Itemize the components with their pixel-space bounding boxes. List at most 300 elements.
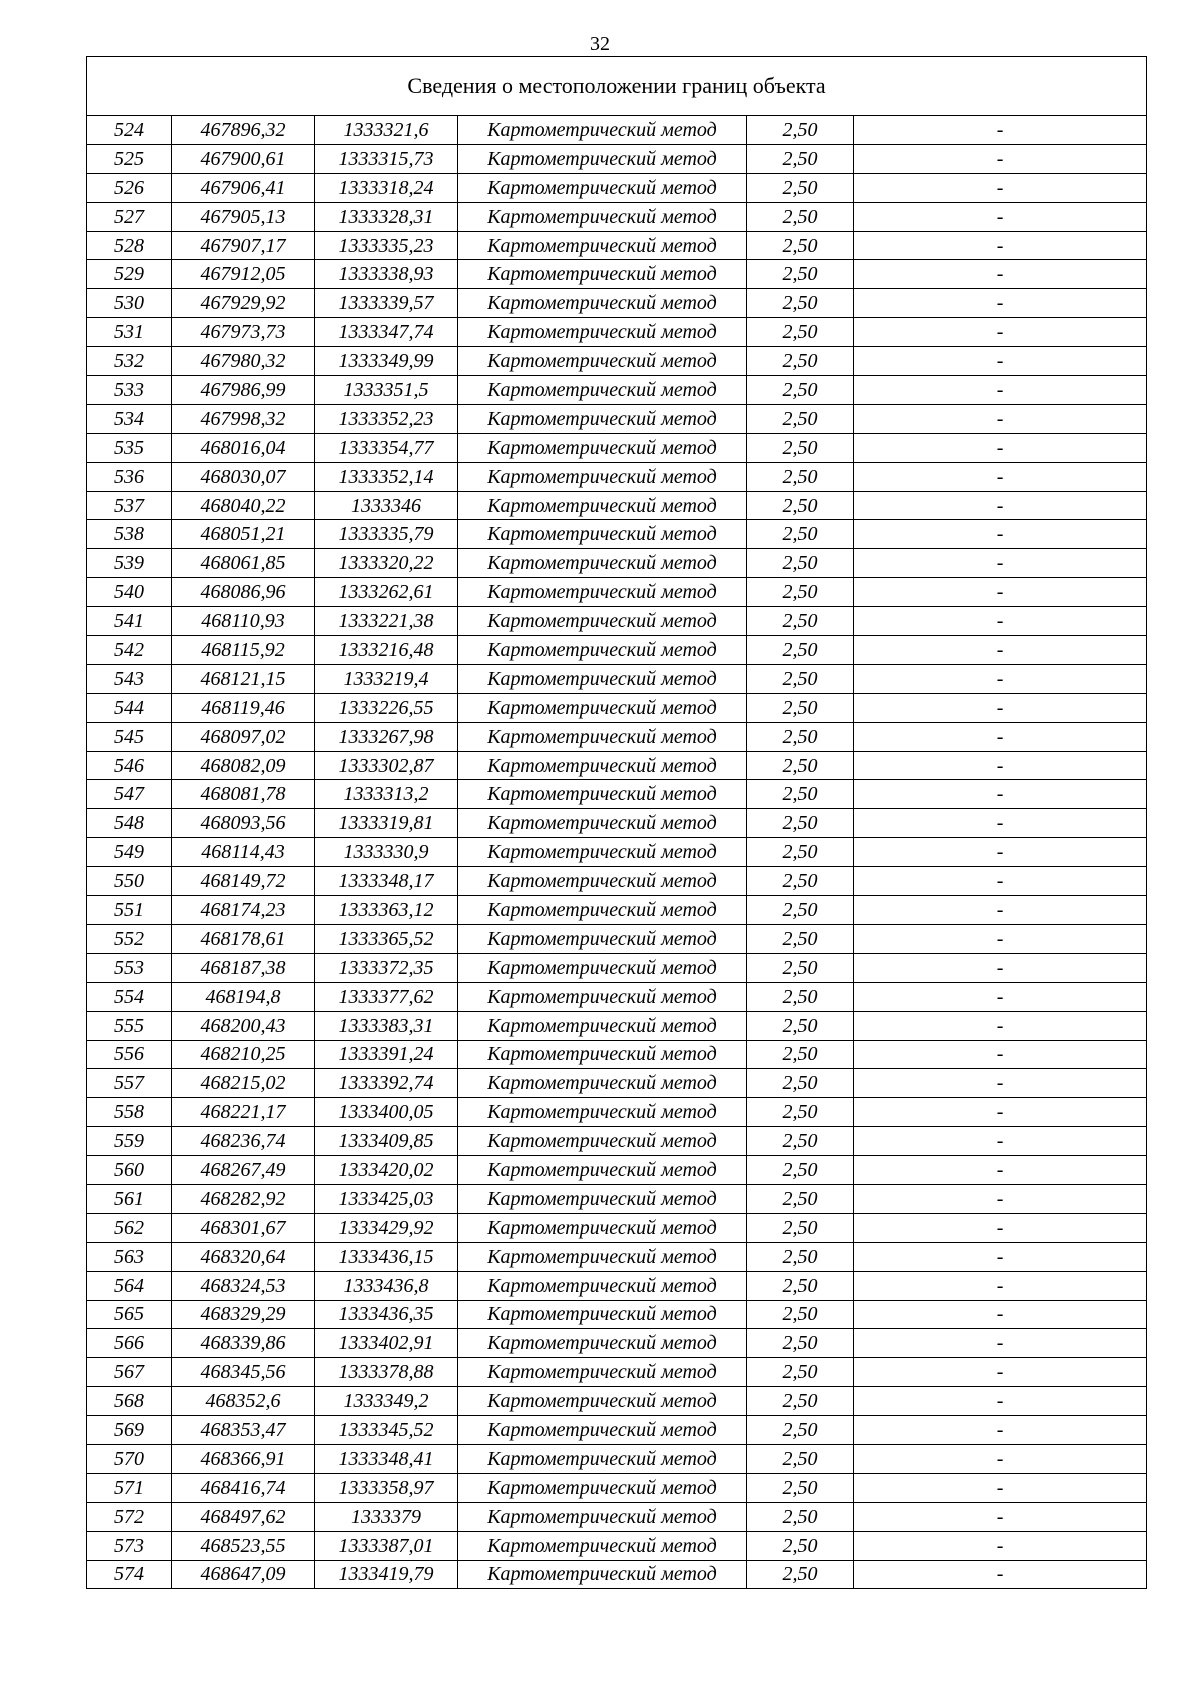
x-coordinate-cell: 468115,92 (172, 636, 315, 665)
description-cell: - (854, 607, 1147, 636)
y-coordinate-cell: 1333436,8 (315, 1271, 458, 1300)
method-cell: Картометрический метод (458, 693, 747, 722)
description-cell: - (854, 896, 1147, 925)
x-coordinate-cell: 467896,32 (172, 116, 315, 145)
table-row (87, 1271, 1147, 1300)
table-row (87, 722, 1147, 751)
accuracy-cell: 2,50 (747, 1300, 854, 1329)
table-row (87, 693, 1147, 722)
table-row (87, 867, 1147, 896)
method-cell: Картометрический метод (458, 549, 747, 578)
y-coordinate-cell: 1333216,48 (315, 636, 458, 665)
table-row (87, 953, 1147, 982)
point-number-cell: 536 (87, 462, 172, 491)
y-coordinate-cell: 1333267,98 (315, 722, 458, 751)
point-number-cell: 552 (87, 924, 172, 953)
y-coordinate-cell: 1333318,24 (315, 173, 458, 202)
method-cell: Картометрический метод (458, 376, 747, 405)
y-coordinate-cell: 1333348,41 (315, 1444, 458, 1473)
description-cell: - (854, 809, 1147, 838)
accuracy-cell: 2,50 (747, 231, 854, 260)
description-cell: - (854, 1127, 1147, 1156)
y-coordinate-cell: 1333379 (315, 1502, 458, 1531)
accuracy-cell: 2,50 (747, 1502, 854, 1531)
point-number-cell: 547 (87, 780, 172, 809)
x-coordinate-cell: 468051,21 (172, 520, 315, 549)
table-row (87, 1300, 1147, 1329)
table-row (87, 1416, 1147, 1445)
accuracy-cell: 2,50 (747, 982, 854, 1011)
table-row (87, 231, 1147, 260)
accuracy-cell: 2,50 (747, 173, 854, 202)
table-row (87, 1011, 1147, 1040)
table-row (87, 1560, 1147, 1589)
y-coordinate-cell: 1333358,97 (315, 1473, 458, 1502)
description-cell: - (854, 953, 1147, 982)
accuracy-cell: 2,50 (747, 693, 854, 722)
method-cell: Картометрический метод (458, 1358, 747, 1387)
y-coordinate-cell: 1333372,35 (315, 953, 458, 982)
method-cell: Картометрический метод (458, 1502, 747, 1531)
accuracy-cell: 2,50 (747, 722, 854, 751)
description-cell: - (854, 376, 1147, 405)
y-coordinate-cell: 1333365,52 (315, 924, 458, 953)
x-coordinate-cell: 467986,99 (172, 376, 315, 405)
table-row (87, 1531, 1147, 1560)
y-coordinate-cell: 1333400,05 (315, 1098, 458, 1127)
description-cell: - (854, 751, 1147, 780)
x-coordinate-cell: 467980,32 (172, 347, 315, 376)
description-cell: - (854, 924, 1147, 953)
point-number-cell: 551 (87, 896, 172, 925)
table-row (87, 1358, 1147, 1387)
accuracy-cell: 2,50 (747, 433, 854, 462)
y-coordinate-cell: 1333219,4 (315, 664, 458, 693)
x-coordinate-cell: 468329,29 (172, 1300, 315, 1329)
x-coordinate-cell: 468114,43 (172, 838, 315, 867)
x-coordinate-cell: 468093,56 (172, 809, 315, 838)
point-number-cell: 539 (87, 549, 172, 578)
method-cell: Картометрический метод (458, 260, 747, 289)
table-row (87, 1502, 1147, 1531)
y-coordinate-cell: 1333349,2 (315, 1387, 458, 1416)
accuracy-cell: 2,50 (747, 1560, 854, 1589)
point-number-cell: 562 (87, 1213, 172, 1242)
table-row (87, 1098, 1147, 1127)
table-row (87, 1040, 1147, 1069)
point-number-cell: 573 (87, 1531, 172, 1560)
method-cell: Картометрический метод (458, 896, 747, 925)
x-coordinate-cell: 468187,38 (172, 953, 315, 982)
x-coordinate-cell: 468366,91 (172, 1444, 315, 1473)
method-cell: Картометрический метод (458, 1213, 747, 1242)
y-coordinate-cell: 1333352,14 (315, 462, 458, 491)
accuracy-cell: 2,50 (747, 896, 854, 925)
description-cell: - (854, 1329, 1147, 1358)
x-coordinate-cell: 468352,6 (172, 1387, 315, 1416)
table-row (87, 1069, 1147, 1098)
accuracy-cell: 2,50 (747, 1156, 854, 1185)
x-coordinate-cell: 468030,07 (172, 462, 315, 491)
y-coordinate-cell: 1333335,79 (315, 520, 458, 549)
accuracy-cell: 2,50 (747, 1098, 854, 1127)
x-coordinate-cell: 468194,8 (172, 982, 315, 1011)
accuracy-cell: 2,50 (747, 347, 854, 376)
x-coordinate-cell: 467998,32 (172, 404, 315, 433)
x-coordinate-cell: 467907,17 (172, 231, 315, 260)
point-number-cell: 558 (87, 1098, 172, 1127)
accuracy-cell: 2,50 (747, 607, 854, 636)
accuracy-cell: 2,50 (747, 144, 854, 173)
table-row (87, 462, 1147, 491)
accuracy-cell: 2,50 (747, 780, 854, 809)
accuracy-cell: 2,50 (747, 751, 854, 780)
y-coordinate-cell: 1333419,79 (315, 1560, 458, 1589)
table-row (87, 260, 1147, 289)
point-number-cell: 525 (87, 144, 172, 173)
accuracy-cell: 2,50 (747, 289, 854, 318)
point-number-cell: 527 (87, 202, 172, 231)
point-number-cell: 569 (87, 1416, 172, 1445)
accuracy-cell: 2,50 (747, 809, 854, 838)
point-number-cell: 559 (87, 1127, 172, 1156)
y-coordinate-cell: 1333377,62 (315, 982, 458, 1011)
description-cell: - (854, 1358, 1147, 1387)
method-cell: Картометрический метод (458, 404, 747, 433)
point-number-cell: 568 (87, 1387, 172, 1416)
table-row (87, 1184, 1147, 1213)
description-cell: - (854, 202, 1147, 231)
method-cell: Картометрический метод (458, 867, 747, 896)
y-coordinate-cell: 1333226,55 (315, 693, 458, 722)
y-coordinate-cell: 1333349,99 (315, 347, 458, 376)
method-cell: Картометрический метод (458, 433, 747, 462)
point-number-cell: 572 (87, 1502, 172, 1531)
point-number-cell: 567 (87, 1358, 172, 1387)
y-coordinate-cell: 1333328,31 (315, 202, 458, 231)
point-number-cell: 544 (87, 693, 172, 722)
y-coordinate-cell: 1333383,31 (315, 1011, 458, 1040)
x-coordinate-cell: 468236,74 (172, 1127, 315, 1156)
table-row (87, 1444, 1147, 1473)
description-cell: - (854, 1300, 1147, 1329)
table-row (87, 1387, 1147, 1416)
accuracy-cell: 2,50 (747, 202, 854, 231)
x-coordinate-cell: 468221,17 (172, 1098, 315, 1127)
accuracy-cell: 2,50 (747, 1040, 854, 1069)
y-coordinate-cell: 1333352,23 (315, 404, 458, 433)
point-number-cell: 543 (87, 664, 172, 693)
x-coordinate-cell: 468119,46 (172, 693, 315, 722)
description-cell: - (854, 491, 1147, 520)
point-number-cell: 560 (87, 1156, 172, 1185)
point-number-cell: 548 (87, 809, 172, 838)
x-coordinate-cell: 468320,64 (172, 1242, 315, 1271)
table-row (87, 1156, 1147, 1185)
accuracy-cell: 2,50 (747, 376, 854, 405)
point-number-cell: 549 (87, 838, 172, 867)
x-coordinate-cell: 468110,93 (172, 607, 315, 636)
x-coordinate-cell: 468210,25 (172, 1040, 315, 1069)
x-coordinate-cell: 468097,02 (172, 722, 315, 751)
description-cell: - (854, 636, 1147, 665)
accuracy-cell: 2,50 (747, 924, 854, 953)
description-cell: - (854, 549, 1147, 578)
description-cell: - (854, 867, 1147, 896)
method-cell: Картометрический метод (458, 1473, 747, 1502)
method-cell: Картометрический метод (458, 1184, 747, 1213)
method-cell: Картометрический метод (458, 578, 747, 607)
description-cell: - (854, 144, 1147, 173)
accuracy-cell: 2,50 (747, 318, 854, 347)
x-coordinate-cell: 468061,85 (172, 549, 315, 578)
method-cell: Картометрический метод (458, 1271, 747, 1300)
table-row (87, 433, 1147, 462)
x-coordinate-cell: 468086,96 (172, 578, 315, 607)
y-coordinate-cell: 1333436,35 (315, 1300, 458, 1329)
method-cell: Картометрический метод (458, 607, 747, 636)
description-cell: - (854, 289, 1147, 318)
y-coordinate-cell: 1333319,81 (315, 809, 458, 838)
x-coordinate-cell: 468324,53 (172, 1271, 315, 1300)
page-number: 32 (590, 33, 610, 55)
method-cell: Картометрический метод (458, 751, 747, 780)
accuracy-cell: 2,50 (747, 1329, 854, 1358)
description-cell: - (854, 982, 1147, 1011)
method-cell: Картометрический метод (458, 462, 747, 491)
x-coordinate-cell: 468149,72 (172, 867, 315, 896)
table-row (87, 809, 1147, 838)
method-cell: Картометрический метод (458, 664, 747, 693)
y-coordinate-cell: 1333339,57 (315, 289, 458, 318)
table-row (87, 838, 1147, 867)
x-coordinate-cell: 468178,61 (172, 924, 315, 953)
table-row (87, 1213, 1147, 1242)
description-cell: - (854, 520, 1147, 549)
description-cell: - (854, 1416, 1147, 1445)
point-number-cell: 561 (87, 1184, 172, 1213)
method-cell: Картометрический метод (458, 780, 747, 809)
y-coordinate-cell: 1333345,52 (315, 1416, 458, 1445)
description-cell: - (854, 1011, 1147, 1040)
description-cell: - (854, 318, 1147, 347)
accuracy-cell: 2,50 (747, 1069, 854, 1098)
point-number-cell: 553 (87, 953, 172, 982)
point-number-cell: 524 (87, 116, 172, 145)
description-cell: - (854, 838, 1147, 867)
accuracy-cell: 2,50 (747, 1473, 854, 1502)
table-row (87, 982, 1147, 1011)
description-cell: - (854, 404, 1147, 433)
y-coordinate-cell: 1333363,12 (315, 896, 458, 925)
table-row (87, 780, 1147, 809)
point-number-cell: 554 (87, 982, 172, 1011)
x-coordinate-cell: 468267,49 (172, 1156, 315, 1185)
y-coordinate-cell: 1333348,17 (315, 867, 458, 896)
table-row (87, 751, 1147, 780)
table-row (87, 347, 1147, 376)
method-cell: Картометрический метод (458, 347, 747, 376)
point-number-cell: 566 (87, 1329, 172, 1358)
y-coordinate-cell: 1333347,74 (315, 318, 458, 347)
method-cell: Картометрический метод (458, 636, 747, 665)
table-row (87, 549, 1147, 578)
x-coordinate-cell: 468416,74 (172, 1473, 315, 1502)
y-coordinate-cell: 1333391,24 (315, 1040, 458, 1069)
description-cell: - (854, 722, 1147, 751)
method-cell: Картометрический метод (458, 144, 747, 173)
accuracy-cell: 2,50 (747, 1011, 854, 1040)
method-cell: Картометрический метод (458, 982, 747, 1011)
x-coordinate-cell: 468523,55 (172, 1531, 315, 1560)
method-cell: Картометрический метод (458, 1531, 747, 1560)
point-number-cell: 531 (87, 318, 172, 347)
description-cell: - (854, 1560, 1147, 1589)
table-row (87, 1329, 1147, 1358)
description-cell: - (854, 260, 1147, 289)
description-cell: - (854, 578, 1147, 607)
description-cell: - (854, 116, 1147, 145)
x-coordinate-cell: 468215,02 (172, 1069, 315, 1098)
boundary-table-container (86, 56, 1146, 1589)
point-number-cell: 534 (87, 404, 172, 433)
table-title: Сведения о местоположении границ объекта (87, 57, 1147, 116)
method-cell: Картометрический метод (458, 1387, 747, 1416)
x-coordinate-cell: 468121,15 (172, 664, 315, 693)
method-cell: Картометрический метод (458, 1156, 747, 1185)
y-coordinate-cell: 1333402,91 (315, 1329, 458, 1358)
accuracy-cell: 2,50 (747, 404, 854, 433)
x-coordinate-cell: 468301,67 (172, 1213, 315, 1242)
method-cell: Картометрический метод (458, 231, 747, 260)
point-number-cell: 556 (87, 1040, 172, 1069)
description-cell: - (854, 1040, 1147, 1069)
table-row (87, 376, 1147, 405)
y-coordinate-cell: 1333420,02 (315, 1156, 458, 1185)
accuracy-cell: 2,50 (747, 664, 854, 693)
accuracy-cell: 2,50 (747, 260, 854, 289)
point-number-cell: 538 (87, 520, 172, 549)
y-coordinate-cell: 1333321,6 (315, 116, 458, 145)
x-coordinate-cell: 468174,23 (172, 896, 315, 925)
accuracy-cell: 2,50 (747, 1358, 854, 1387)
point-number-cell: 526 (87, 173, 172, 202)
method-cell: Картометрический метод (458, 809, 747, 838)
accuracy-cell: 2,50 (747, 116, 854, 145)
table-row (87, 1473, 1147, 1502)
point-number-cell: 557 (87, 1069, 172, 1098)
y-coordinate-cell: 1333429,92 (315, 1213, 458, 1242)
description-cell: - (854, 462, 1147, 491)
x-coordinate-cell: 467929,92 (172, 289, 315, 318)
y-coordinate-cell: 1333409,85 (315, 1127, 458, 1156)
x-coordinate-cell: 468345,56 (172, 1358, 315, 1387)
accuracy-cell: 2,50 (747, 838, 854, 867)
method-cell: Картометрический метод (458, 722, 747, 751)
method-cell: Картометрический метод (458, 1242, 747, 1271)
table-title-row (87, 57, 1147, 116)
table-row (87, 896, 1147, 925)
point-number-cell: 563 (87, 1242, 172, 1271)
description-cell: - (854, 1271, 1147, 1300)
accuracy-cell: 2,50 (747, 549, 854, 578)
table-row (87, 144, 1147, 173)
method-cell: Картометрический метод (458, 520, 747, 549)
accuracy-cell: 2,50 (747, 462, 854, 491)
method-cell: Картометрический метод (458, 1011, 747, 1040)
method-cell: Картометрический метод (458, 289, 747, 318)
accuracy-cell: 2,50 (747, 867, 854, 896)
point-number-cell: 530 (87, 289, 172, 318)
y-coordinate-cell: 1333315,73 (315, 144, 458, 173)
accuracy-cell: 2,50 (747, 1213, 854, 1242)
x-coordinate-cell: 468647,09 (172, 1560, 315, 1589)
y-coordinate-cell: 1333346 (315, 491, 458, 520)
x-coordinate-cell: 468040,22 (172, 491, 315, 520)
y-coordinate-cell: 1333354,77 (315, 433, 458, 462)
accuracy-cell: 2,50 (747, 1444, 854, 1473)
boundary-coordinates-table (86, 56, 1147, 1589)
description-cell: - (854, 664, 1147, 693)
x-coordinate-cell: 467973,73 (172, 318, 315, 347)
method-cell: Картометрический метод (458, 1040, 747, 1069)
table-row (87, 664, 1147, 693)
point-number-cell: 535 (87, 433, 172, 462)
x-coordinate-cell: 468081,78 (172, 780, 315, 809)
description-cell: - (854, 1473, 1147, 1502)
point-number-cell: 555 (87, 1011, 172, 1040)
method-cell: Картометрический метод (458, 173, 747, 202)
y-coordinate-cell: 1333262,61 (315, 578, 458, 607)
point-number-cell: 528 (87, 231, 172, 260)
table-row (87, 173, 1147, 202)
point-number-cell: 529 (87, 260, 172, 289)
description-cell: - (854, 231, 1147, 260)
description-cell: - (854, 1156, 1147, 1185)
x-coordinate-cell: 468016,04 (172, 433, 315, 462)
point-number-cell: 541 (87, 607, 172, 636)
method-cell: Картометрический метод (458, 1329, 747, 1358)
point-number-cell: 542 (87, 636, 172, 665)
y-coordinate-cell: 1333302,87 (315, 751, 458, 780)
accuracy-cell: 2,50 (747, 1416, 854, 1445)
table-row (87, 607, 1147, 636)
y-coordinate-cell: 1333378,88 (315, 1358, 458, 1387)
accuracy-cell: 2,50 (747, 1271, 854, 1300)
y-coordinate-cell: 1333313,2 (315, 780, 458, 809)
table-row (87, 491, 1147, 520)
description-cell: - (854, 1387, 1147, 1416)
accuracy-cell: 2,50 (747, 953, 854, 982)
point-number-cell: 564 (87, 1271, 172, 1300)
description-cell: - (854, 1184, 1147, 1213)
description-cell: - (854, 693, 1147, 722)
point-number-cell: 550 (87, 867, 172, 896)
description-cell: - (854, 433, 1147, 462)
table-row (87, 318, 1147, 347)
y-coordinate-cell: 1333351,5 (315, 376, 458, 405)
method-cell: Картометрический метод (458, 838, 747, 867)
method-cell: Картометрический метод (458, 924, 747, 953)
description-cell: - (854, 1502, 1147, 1531)
method-cell: Картометрический метод (458, 1300, 747, 1329)
x-coordinate-cell: 468200,43 (172, 1011, 315, 1040)
accuracy-cell: 2,50 (747, 636, 854, 665)
y-coordinate-cell: 1333320,22 (315, 549, 458, 578)
description-cell: - (854, 1069, 1147, 1098)
x-coordinate-cell: 468082,09 (172, 751, 315, 780)
point-number-cell: 546 (87, 751, 172, 780)
